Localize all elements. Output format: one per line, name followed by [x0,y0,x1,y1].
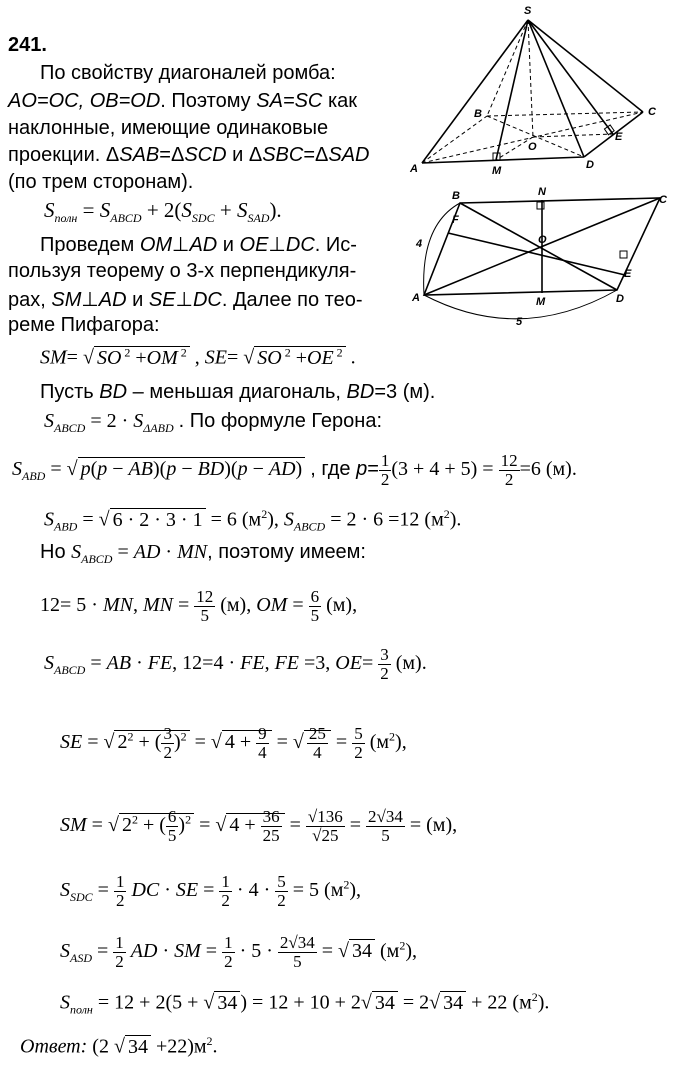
intro-line-1: По свойству диагоналей ромба: [40,62,336,84]
formula-total: $S_{полн} = 12 + 2(5$ + √ 34 ) = 12 + 10 + 2√ 34 = 2√ 34 + 22 $(м^2)$. [60,990,550,1017]
rhombus-figure [402,185,685,335]
svg-text:E: E [624,268,632,280]
line-bd: Пусть BD – меньшая диагональ, BD=3 (м). [40,381,436,403]
svg-text:D: D [616,293,624,305]
intro-line-5: (по трем сторонам). [8,171,194,193]
intro-line-4: проекции. ΔSAB=ΔSCD и ΔSBC=ΔSAD [8,144,370,166]
para2-line-3: рах, SM⊥AD и SE⊥DC. Далее по тео- [8,289,363,311]
svg-text:E: E [615,131,623,143]
svg-text:F: F [452,214,459,226]
formula-but: Но $S_{ABCD}$ = AD · MN, поэтому имеем: [40,541,366,566]
formula-sabd-value: $S_{ABD}$ = √ 6 · 2 · 3 · 1 = 6 $(м^2)$, $S_{ABCD} = 2 \cdot 6 =12$ $(м^2)$. [44,507,462,534]
formula-mn: 12= 5 · MN, MN = $\frac{12}{5}$ (м), OM = $\frac{6}{5}$ (м), [40,587,358,625]
formula-ssdc: $S_{SDC}$ = $\frac{1}{2}$ DC · SE = $\frac{1}{2}$ · 4 · $\frac{5}{2}$ = 5 $(м^2)$, [60,872,362,910]
problem-number: 241. [8,34,47,56]
para2-line-4: реме Пифагора: [8,314,160,336]
svg-text:M: M [492,165,502,177]
svg-text:5: 5 [516,316,523,328]
svg-text:O: O [538,234,547,246]
formula-full-area: $S_{полн} = S_{ABCD} + 2(S_{SDC} + S_{SAD})$. [44,198,282,226]
answer: Ответ: (2 √ $34 +22)м^2$. [20,1034,218,1058]
formula-fe: $S_{ABCD}$ = AB · FE, 12=4 · FE, FE =3, OE= $\frac{3}{2}$ (м). [44,645,427,683]
answer-label: Ответ: [20,1035,88,1058]
formula-sm: SM = √ $2^2$ + ( $\frac{6}{5}$ )$^2$ = √ 4 + $\frac{36}{25}$ = $\frac{√136}{√25}$ = $\frac{2√34}{5}$ = (м), [60,807,458,845]
svg-text:A: A [412,292,420,304]
para2-line-1: Проведем OM⊥AD и OE⊥DC. Ис- [40,234,357,256]
svg-text:C: C [659,194,667,206]
formula-sasd: $S_{ASD}$ = $\frac{1}{2}$ AD · SM = $\frac{1}{2}$ · 5 · $\frac{2√34}{5}$ = √ 34 $(м^2)$, [60,933,418,971]
intro-line-2: AO=OC, OB=OD. Поэтому SA=SC как [8,90,358,112]
svg-text:C: C [648,106,656,118]
svg-text:S: S [524,5,532,17]
formula-sabcd-heron: $S_{ABCD} = 2 \cdot S_{\Delta ABD}$ . По формуле Герона: [44,410,383,435]
svg-text:A: A [410,163,418,175]
para2-line-2: пользуя теорему о 3-х перпендикуля- [8,260,357,282]
svg-text:M: M [536,296,546,308]
formula-sm-se: SM= √ SO $^2$ +OM $^2$ , SE= √ SO $^2$ +OE $^2$ . [40,345,356,369]
svg-text:B: B [474,108,482,120]
svg-text:O: O [528,141,537,153]
formula-heron: $S_{ABD}$ = √ p(p − AB)(p − BD)(p − AD) , где p= $\frac{1}{2}$ (3 + 4 + 5) = $\frac{12}{2}$ =6 (м). [12,451,577,489]
svg-text:N: N [538,186,546,198]
pyramid-figure [400,0,685,180]
intro-line-3: наклонные, имеющие одинаковые [8,117,329,139]
formula-se: SE = √ $2^2$ + ( $\frac{3}{2}$ )$^2$ = √ 4 + $\frac{9}{4}$ = √ $\frac{25}{4}$ = $\frac{5}{2}$ $(м^2)$, [60,724,407,762]
svg-text:4: 4 [416,238,423,250]
svg-text:D: D [586,159,594,171]
svg-text:B: B [452,190,460,202]
